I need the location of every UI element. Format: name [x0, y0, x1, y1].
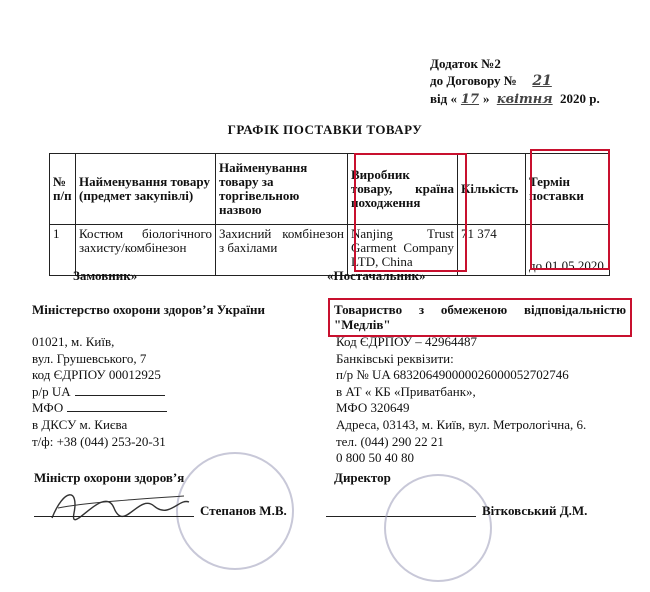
supplier-phone: тел. (044) 290 22 21: [336, 433, 444, 449]
supplier-account: п/р № UA 683206490000026000052702746: [336, 367, 569, 383]
cell-qty: 71 374: [458, 225, 526, 276]
supplier-edrpou: Код ЄДРПОУ – 42964487: [336, 334, 477, 349]
appendix-title: Додаток №2: [430, 56, 501, 71]
customer-mfo-label: МФО: [32, 400, 64, 416]
header-term: Термін поставки: [526, 154, 610, 225]
date-suffix: 2020 р.: [559, 91, 600, 106]
header-name: Найменування товару (предмет закупівлі): [76, 154, 216, 225]
customer-details: [32, 334, 302, 450]
customer-role: Замовник»: [73, 268, 138, 283]
date-prefix: від «: [430, 91, 457, 106]
mfo-blank: [67, 411, 167, 412]
date-day: 17: [460, 92, 480, 107]
supplier-name: Товариство з обмеженою відповідальністю "Медлів": [334, 302, 626, 332]
customer-mfo: [32, 400, 302, 417]
cell-num: 1: [50, 225, 76, 276]
customer-address-1: 01021, м. Київ,: [32, 334, 115, 349]
contract-ref-prefix: до Договору №: [430, 73, 517, 88]
supplier-details: [336, 334, 586, 467]
highlight-term: [530, 149, 610, 270]
customer-phone: т/ф: +38 (044) 253-20-31: [32, 433, 166, 449]
customer-address-2: вул. Грушевського, 7: [32, 350, 147, 366]
cell-term: до 01.05.2020: [526, 225, 610, 276]
customer-account: [32, 384, 302, 401]
header-qty: Кількість: [458, 154, 526, 225]
supplier-role: «Постачальник»: [327, 268, 426, 283]
contract-number: 21: [532, 73, 552, 89]
customer-bank: в ДКСУ м. Києва: [32, 416, 128, 432]
customer-signer: Степанов М.В.: [200, 503, 287, 518]
supplier-stamp: [384, 474, 492, 582]
delivery-schedule-table: [49, 153, 610, 276]
header-trade-name: Найменування товару за торгівельною назвою: [216, 154, 348, 225]
customer-sign-line: [34, 516, 194, 517]
customer-sign-title: Міністр охорони здоров’я: [34, 470, 185, 485]
customer-edrpou: код ЄДРПОУ 00012925: [32, 367, 161, 383]
supplier-sign-title: Директор: [334, 470, 391, 485]
supplier-address: Адреса, 03143, м. Київ, вул. Метрологічна, 6.: [336, 416, 587, 432]
cell-name: Костюм біологічного захисту/комбінезон: [76, 225, 216, 276]
table-header-row: [50, 154, 610, 225]
header-num: № п/п: [50, 154, 76, 225]
supplier-mfo: МФО 320649: [336, 400, 410, 416]
highlight-producer: [354, 153, 467, 272]
customer-signature: [44, 478, 194, 528]
date-mid: »: [482, 91, 490, 106]
customer-name: Міністерство охорони здоров’я України: [32, 302, 266, 317]
cell-producer: Nanjing Trust Garment Company LTD, China: [348, 225, 458, 276]
header-producer: Виробник товару, країна походження: [348, 154, 458, 225]
supplier-signer: Вітковський Д.М.: [482, 503, 588, 518]
account-blank: [75, 395, 165, 396]
supplier-bank: в АТ « КБ «Приватбанк»,: [336, 383, 476, 399]
customer-account-label: р/р UA: [32, 383, 71, 399]
contract-date: [430, 91, 600, 107]
supplier-bank-label: Банківські реквізити:: [336, 350, 454, 366]
contract-ref: [430, 73, 564, 89]
date-month: квітня: [496, 92, 553, 107]
cell-trade-name: Захисний комбінезон з бахілами: [216, 225, 348, 276]
supplier-hotline: 0 800 50 40 80: [336, 450, 414, 466]
document-title: ГРАФІК ПОСТАВКИ ТОВАРУ: [227, 122, 423, 137]
